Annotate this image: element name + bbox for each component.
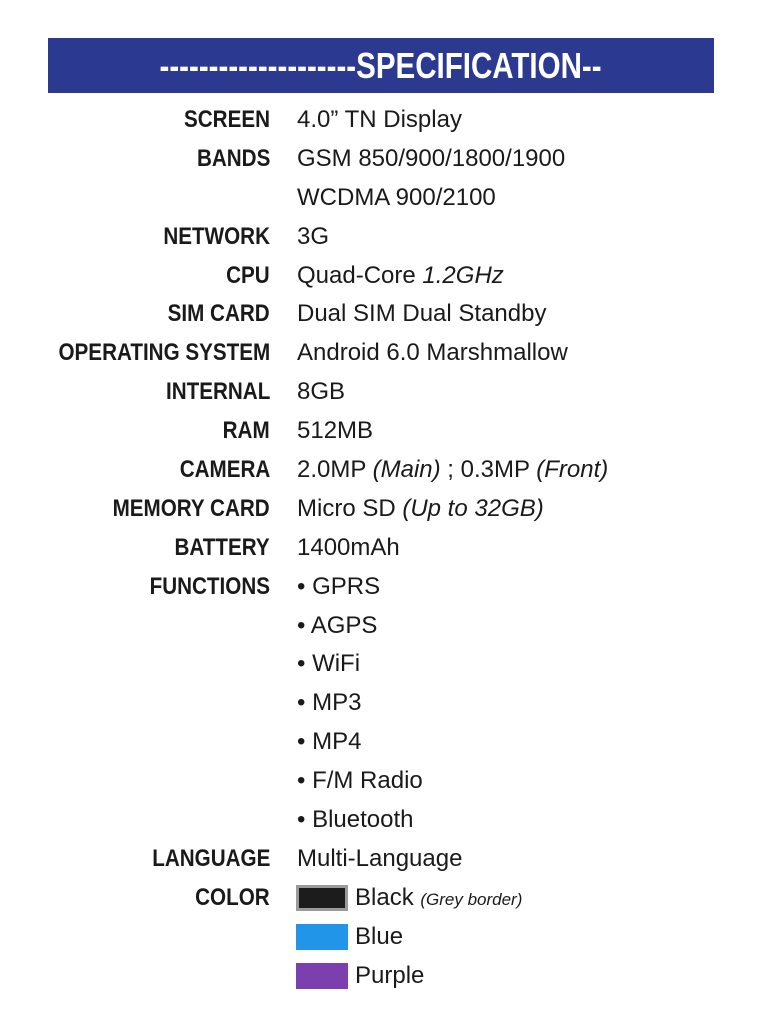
spec-label: CAMERA bbox=[179, 456, 270, 484]
spec-label: CPU bbox=[226, 261, 270, 289]
spec-header-banner bbox=[48, 38, 714, 93]
spec-row bbox=[0, 645, 762, 684]
spec-label: INTERNAL bbox=[165, 378, 270, 406]
spec-label: MEMORY CARD bbox=[112, 494, 270, 522]
spec-value: GSM 850/900/1800/1900 bbox=[297, 144, 566, 172]
color-row bbox=[0, 957, 762, 996]
spec-value: 1400mAh bbox=[297, 533, 400, 561]
spec-label: LANGUAGE bbox=[151, 844, 270, 872]
spec-value: • Bluetooth bbox=[297, 806, 414, 834]
spec-value-group bbox=[297, 456, 608, 484]
spec-value: • WiFi bbox=[297, 650, 361, 678]
spec-value: • MP4 bbox=[297, 728, 362, 756]
spec-value: • AGPS bbox=[297, 611, 378, 639]
spec-row bbox=[0, 684, 762, 723]
spec-label: NETWORK bbox=[163, 222, 270, 250]
color-swatch-black bbox=[296, 885, 348, 911]
spec-row bbox=[0, 140, 762, 179]
color-name: Purple bbox=[355, 961, 425, 989]
spec-label: RAM bbox=[222, 417, 270, 445]
spec-value: Multi-Language bbox=[297, 844, 463, 872]
color-note: (Grey border) bbox=[420, 889, 523, 909]
spec-row bbox=[0, 762, 762, 801]
color-label: COLOR bbox=[195, 883, 270, 911]
spec-label: FUNCTIONS bbox=[149, 572, 270, 600]
spec-label: SCREEN bbox=[183, 106, 270, 133]
spec-note: (Front) bbox=[536, 456, 609, 484]
color-row bbox=[0, 879, 762, 918]
spec-label: SIM CARD bbox=[167, 300, 270, 328]
spec-value: ; 0.3MP bbox=[447, 456, 530, 484]
spec-row bbox=[0, 412, 762, 451]
spec-row bbox=[0, 451, 762, 490]
spec-row bbox=[0, 373, 762, 412]
spec-value: • MP3 bbox=[297, 689, 362, 717]
spec-row bbox=[0, 529, 762, 568]
color-name: Black bbox=[355, 883, 414, 911]
spec-value: 2.0MP bbox=[297, 456, 366, 484]
spec-value: WCDMA 900/2100 bbox=[297, 183, 496, 211]
color-option-group bbox=[355, 884, 522, 912]
spec-label: OPERATING SYSTEM bbox=[58, 339, 270, 367]
spec-note: (Up to 32GB) bbox=[402, 494, 544, 522]
spec-label: BANDS bbox=[196, 144, 270, 172]
spec-row bbox=[0, 607, 762, 646]
spec-row bbox=[0, 840, 762, 879]
spec-row bbox=[0, 723, 762, 762]
spec-header-title: --------------------SPECIFICATION-- bbox=[159, 44, 603, 86]
spec-value: 3G bbox=[297, 222, 330, 250]
spec-value: 4.0” TN Display bbox=[297, 106, 462, 133]
spec-value: Micro SD bbox=[297, 494, 396, 522]
spec-value: Dual SIM Dual Standby bbox=[297, 300, 547, 328]
spec-row bbox=[0, 179, 762, 218]
spec-row bbox=[0, 101, 762, 140]
spec-note: 1.2GHz bbox=[422, 261, 504, 289]
spec-list bbox=[0, 101, 762, 995]
spec-value: 512MB bbox=[297, 417, 374, 445]
spec-value: 8GB bbox=[297, 378, 346, 406]
spec-row bbox=[0, 257, 762, 296]
spec-row bbox=[0, 218, 762, 257]
color-row bbox=[0, 918, 762, 957]
spec-value: Android 6.0 Marshmallow bbox=[297, 339, 568, 367]
spec-value: • F/M Radio bbox=[297, 767, 423, 795]
spec-label: BATTERY bbox=[174, 533, 270, 561]
color-swatch-purple bbox=[296, 963, 348, 989]
spec-row bbox=[0, 295, 762, 334]
color-swatch-blue bbox=[296, 924, 348, 950]
spec-row bbox=[0, 568, 762, 607]
spec-row bbox=[0, 490, 762, 529]
spec-row bbox=[0, 801, 762, 840]
spec-value: Quad-Core bbox=[297, 261, 416, 289]
color-name: Blue bbox=[355, 922, 404, 950]
spec-row bbox=[0, 334, 762, 373]
spec-value: • GPRS bbox=[297, 572, 381, 600]
spec-value-group bbox=[297, 495, 544, 523]
spec-note: (Main) bbox=[372, 456, 441, 484]
spec-value-group bbox=[297, 262, 504, 290]
